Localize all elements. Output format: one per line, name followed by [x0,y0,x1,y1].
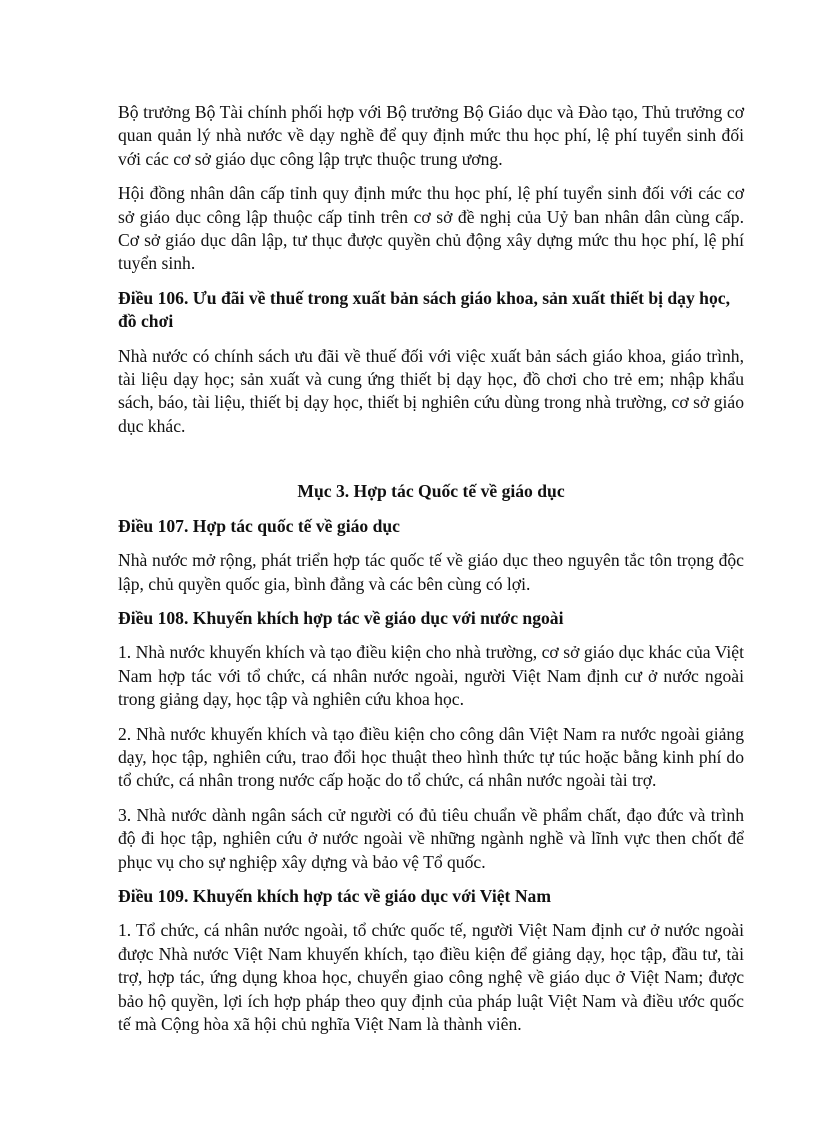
paragraph: 2. Nhà nước khuyến khích và tạo điều kiện cho công dân Việt Nam ra nước ngoài giảng dạy, học tập, nghiên cứu, trao đổi học thuật theo hình thức tự túc hoặc bằng kinh phí do tổ chức, cá nhân trong nước cấp hoặc do tổ chức, cá nhân nước ngoài tài trợ. [118,723,744,791]
paragraph: 3. Nhà nước dành ngân sách cử người có đủ tiêu chuẩn về phẩm chất, đạo đức và trình độ đi học tập, nghiên cứu ở nước ngoài về những ngành nghề và lĩnh vực then chốt để phục vụ cho sự nghiệp xây dựng và bảo vệ Tổ quốc. [118,804,744,872]
article-heading: Điều 108. Khuyến khích hợp tác về giáo dục với nước ngoài [118,607,564,628]
paragraph: Bộ trưởng Bộ Tài chính phối hợp với Bộ trưởng Bộ Giáo dục và Đào tạo, Thủ trưởng cơ quan quản lý nhà nước về dạy nghề để quy định mức thu học phí, lệ phí tuyển sinh đối với các cơ sở giáo dục công lập trực thuộc trung ương. [118,102,744,169]
article-heading: Điều 106. Ưu đãi về thuế trong xuất bản sách giáo khoa, sản xuất thiết bị dạy học, đồ chơi [118,287,730,332]
paragraph: Nhà nước mở rộng, phát triển hợp tác quốc tế về giáo dục theo nguyên tắc tôn trọng độc lập, chủ quyền quốc gia, bình đẳng và các bên cùng có lợi. [118,550,744,594]
document-page [118,101,744,1047]
paragraph: Hội đồng nhân dân cấp tỉnh quy định mức thu học phí, lệ phí tuyển sinh đối với các cơ sở giáo dục công lập thuộc cấp tỉnh trên cơ sở đề nghị của Uỷ ban nhân dân cùng cấp. Cơ sở giáo dục dân lập, tư thục được quyền chủ động xây dựng mức thu học phí, lệ phí tuyển sinh. [118,183,744,274]
article-heading: Điều 107. Hợp tác quốc tế về giáo dục [118,515,400,536]
paragraph: 1. Nhà nước khuyến khích và tạo điều kiện cho nhà trường, cơ sở giáo dục khác của Việt Nam hợp tác với tổ chức, cá nhân nước ngoài, người Việt Nam định cư ở nước ngoài trong giảng dạy, học tập và nghiên cứu khoa học. [118,642,744,710]
paragraph: 1. Tổ chức, cá nhân nước ngoài, tổ chức quốc tế, người Việt Nam định cư ở nước ngoài được Nhà nước Việt Nam khuyến khích, tạo điều kiện để giảng dạy, học tập, đầu tư, tài trợ, hợp tác, ứng dụng khoa học, chuyển giao công nghệ về giáo dục ở Việt Nam; được bảo hộ quyền, lợi ích hợp pháp theo quy định của pháp luật Việt Nam và điều ước quốc tế mà Cộng hòa xã hội chủ nghĩa Việt Nam là thành viên. [118,920,744,1034]
section-title: Mục 3. Hợp tác Quốc tế về giáo dục [297,481,565,502]
paragraph: Nhà nước có chính sách ưu đãi về thuế đối với việc xuất bản sách giáo khoa, giáo trình, tài liệu dạy học; sản xuất và cung ứng thiết bị dạy học, đồ chơi cho trẻ em; nhập khẩu sách, báo, tài liệu, thiết bị dạy học, thiết bị nghiên cứu dùng trong nhà trường, cơ sở giáo dục khác. [118,345,744,436]
article-heading: Điều 109. Khuyến khích hợp tác về giáo dục với Việt Nam [118,885,551,906]
